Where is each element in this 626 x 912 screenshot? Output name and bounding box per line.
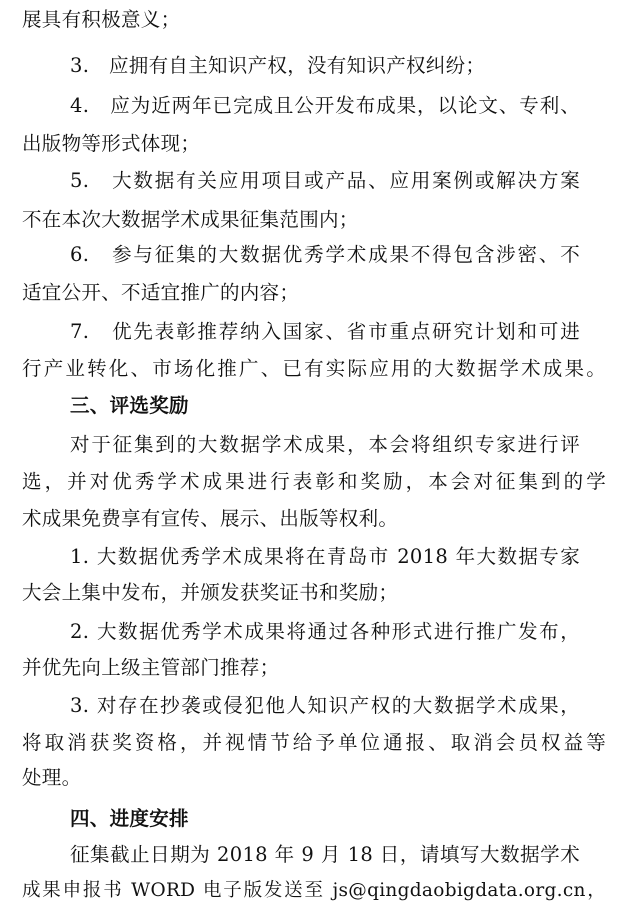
text-line: 将取消获奖资格，并视情节给予单位通报、取消会员权益等 [22,731,606,754]
list-item: 4. 应为近两年已完成且公开发布成果，以论文、专利、 [70,94,580,117]
text-line: 并优先向上级主管部门推荐； [22,656,280,679]
section-heading: 三、评选奖励 [70,394,189,417]
text-line: 成果申报书 WORD 电子版发送至 js@qingdaobigdata.org.cn， [22,880,606,901]
text-line: 行产业转化、市场化推广、已有实际应用的大数据学术成果。 [22,357,606,380]
list-item: 3. 应拥有自主知识产权，没有知识产权纠纷； [70,54,486,77]
list-item: 7. 优先表彰推荐纳入国家、省市重点研究计划和可进 [70,320,580,343]
list-item: 5. 大数据有关应用项目或产品、应用案例或解决方案 [70,169,580,192]
text-line: 适宜公开、不适宜推广的内容； [22,281,300,304]
text-line: 对于征集到的大数据学术成果，本会将组织专家进行评 [70,433,580,456]
section-heading: 四、进度安排 [70,807,189,830]
text-line: 出版物等形式体现； [22,132,201,155]
text-line: 展具有积极意义； [22,8,181,31]
list-item: 2. 大数据优秀学术成果将通过各种形式进行推广发布， [70,620,580,643]
text-line: 大会上集中发布，并颁发获奖证书和奖励； [22,581,399,604]
text-line: 处理。 [22,766,82,789]
list-item: 6. 参与征集的大数据优秀学术成果不得包含涉密、不 [70,243,580,266]
list-item: 1. 大数据优秀学术成果将在青岛市 2018 年大数据专家 [70,545,580,568]
text-line: 不在本次大数据学术成果征集范围内； [22,208,359,231]
text-line: 征集截止日期为 2018 年 9 月 18 日，请填写大数据学术 [70,843,580,866]
text-line: 选，并对优秀学术成果进行表彰和奖励，本会对征集到的学 [22,470,606,493]
list-item: 3. 对存在抄袭或侵犯他人知识产权的大数据学术成果， [70,694,580,717]
text-line: 术成果免费享有宣传、展示、出版等权利。 [22,507,399,530]
